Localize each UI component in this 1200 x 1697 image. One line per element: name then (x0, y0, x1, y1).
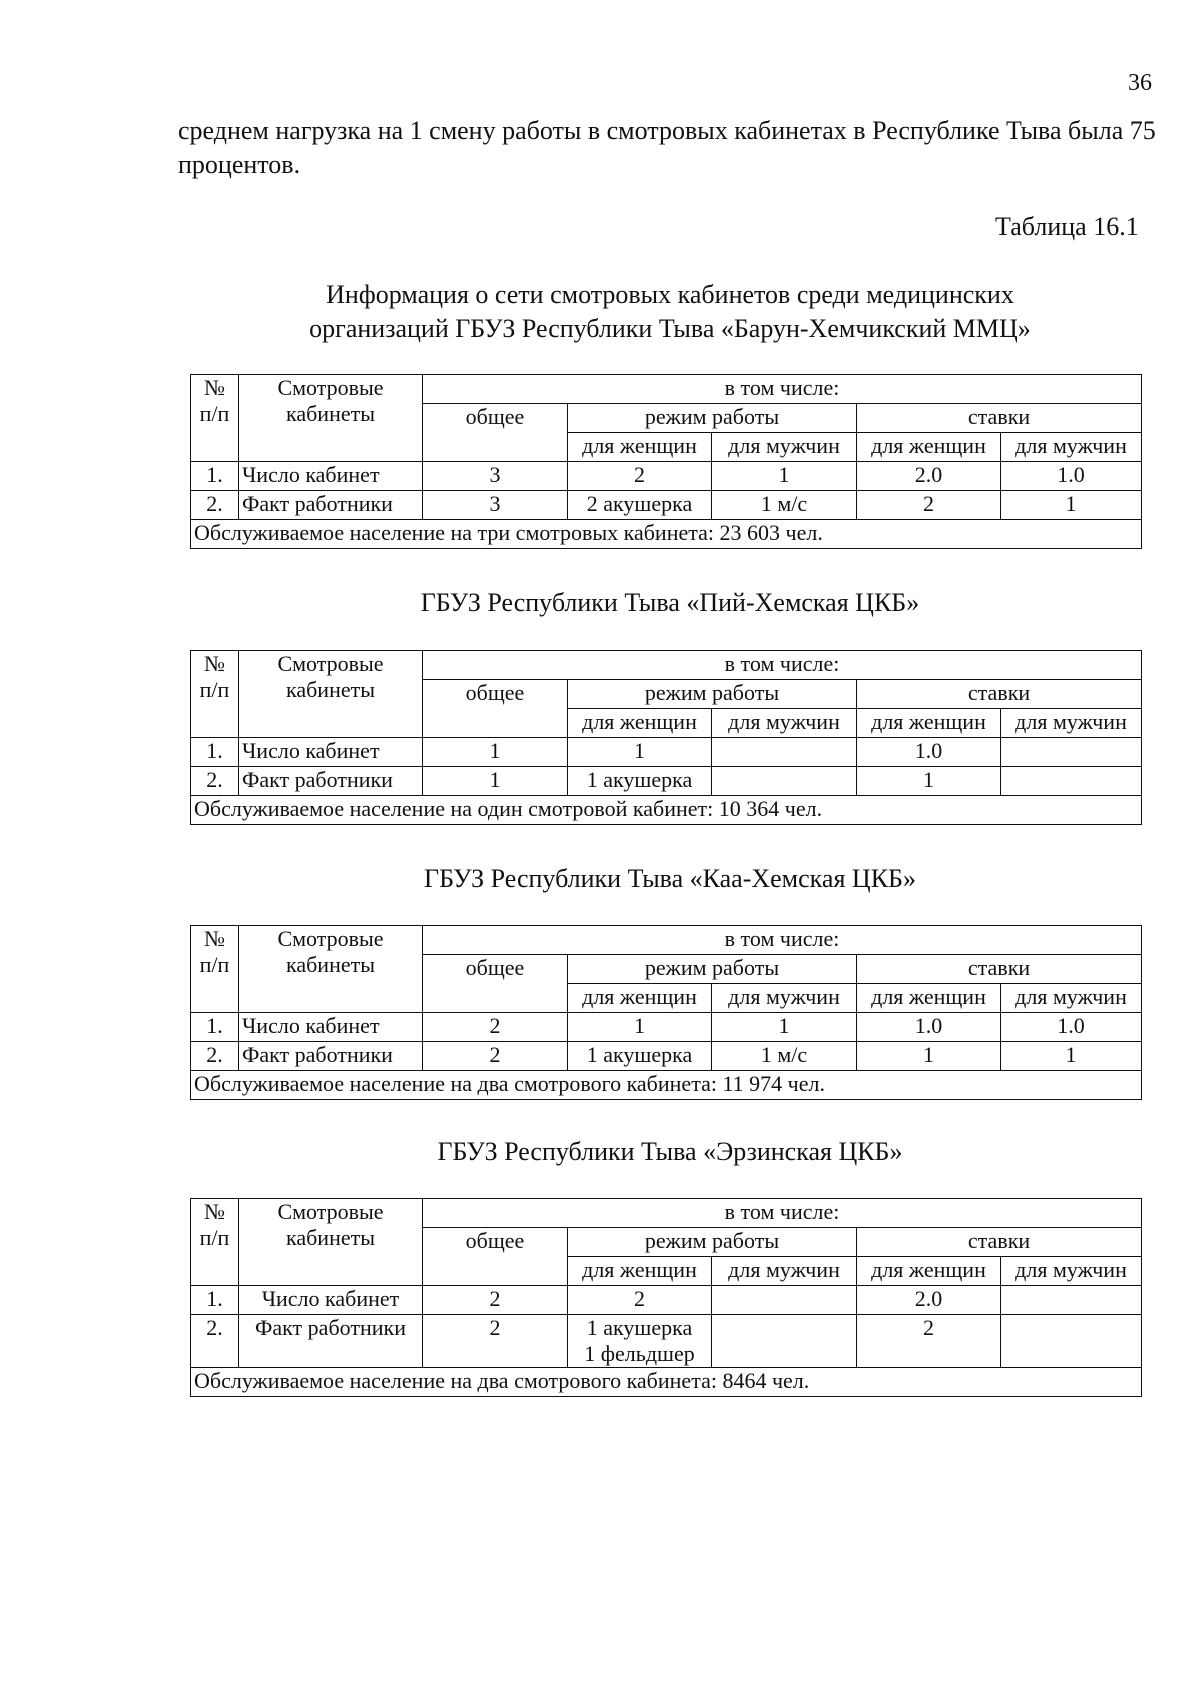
row-mode-men (712, 738, 857, 767)
row-name: Число кабинет (239, 1286, 423, 1315)
row-mode-men (712, 767, 857, 796)
row-rate-women: 2 (857, 1315, 1001, 1368)
row-rate-men: 1.0 (1001, 1013, 1142, 1042)
header-mode-men: для мужчин (712, 1257, 857, 1286)
header-rate-men: для мужчин (1001, 709, 1142, 738)
section-3-table (190, 925, 1142, 1100)
header-rates: ставки (857, 955, 1142, 984)
row-mode-men: 1 (712, 462, 857, 491)
header-including: в том числе: (423, 926, 1142, 955)
row-mode-women (568, 1315, 712, 1368)
table-row (191, 767, 1142, 796)
row-rate-women: 2.0 (857, 1286, 1001, 1315)
header-rate-women: для женщин (857, 709, 1001, 738)
row-rate-women: 1.0 (857, 738, 1001, 767)
header-mode-men: для мужчин (712, 433, 857, 462)
header-cabinets: Смотровые кабинеты (239, 926, 423, 1013)
header-rate-women: для женщин (857, 1257, 1001, 1286)
table-row (191, 1286, 1142, 1315)
table-footer: Обслуживаемое население на два смотрового кабинета: 11 974 чел. (191, 1071, 1142, 1100)
row-rate-men: 1.0 (1001, 462, 1142, 491)
intro-paragraph: среднем нагрузка на 1 смену работы в смотровых кабинетах в Республике Тыва была 75 процентов. (178, 116, 1156, 179)
section-4-heading: ГБУЗ Республики Тыва «Эрзинская ЦКБ» (437, 1137, 903, 1166)
header-total: общее (423, 404, 568, 462)
row-rate-women: 2 (857, 491, 1001, 520)
row-name: Факт работники (239, 1315, 423, 1368)
header-mode: режим работы (568, 955, 857, 984)
row-mode-women: 2 (568, 1286, 712, 1315)
table-row (191, 1042, 1142, 1071)
row-rate-men: 1 (1001, 1042, 1142, 1071)
table-label: Таблица 16.1 (995, 212, 1139, 241)
header-rates: ставки (857, 1228, 1142, 1257)
row-num: 1. (191, 738, 239, 767)
row-mode-women: 1 акушерка (568, 1042, 712, 1071)
row-num: 1. (191, 462, 239, 491)
header-cabinets: Смотровые кабинеты (239, 1199, 423, 1286)
table-footer: Обслуживаемое население на один смотровой кабинет: 10 364 чел. (191, 796, 1142, 825)
header-rates: ставки (857, 680, 1142, 709)
section-2-heading: ГБУЗ Республики Тыва «Пий-Хемская ЦКБ» (420, 588, 920, 617)
header-mode: режим работы (568, 404, 857, 433)
row-mode-men: 1 м/с (712, 1042, 857, 1071)
row-mode-women: 2 акушерка (568, 491, 712, 520)
row-rate-women: 1 (857, 767, 1001, 796)
row-rate-men (1001, 1315, 1142, 1368)
row-name: Факт работники (239, 1042, 423, 1071)
row-rate-women: 1 (857, 1042, 1001, 1071)
row-rate-men (1001, 1286, 1142, 1315)
section-1-heading (190, 278, 1150, 346)
header-num: № п/п (191, 926, 239, 1013)
row-name: Факт работники (239, 491, 423, 520)
row-mode-men: 1 (712, 1013, 857, 1042)
header-mode-men: для мужчин (712, 984, 857, 1013)
table-footer: Обслуживаемое население на два смотрового кабинета: 8464 чел. (191, 1368, 1142, 1397)
section-1-table (190, 374, 1142, 549)
row-total: 2 (423, 1286, 568, 1315)
section-3-heading: ГБУЗ Республики Тыва «Каа-Хемская ЦКБ» (424, 864, 916, 893)
row-total: 2 (423, 1315, 568, 1368)
header-total: общее (423, 955, 568, 1013)
row-num: 2. (191, 491, 239, 520)
header-num: № п/п (191, 375, 239, 462)
header-mode-women: для женщин (568, 433, 712, 462)
header-rate-women: для женщин (857, 984, 1001, 1013)
section-1-heading-line2: организаций ГБУЗ Республики Тыва «Барун-Хемчикский ММЦ» (309, 314, 1031, 343)
row-mode-women: 1 акушерка (568, 767, 712, 796)
header-including: в том числе: (423, 651, 1142, 680)
row-mode-women: 1 (568, 1013, 712, 1042)
table-row (191, 1013, 1142, 1042)
header-rate-women: для женщин (857, 433, 1001, 462)
header-including: в том числе: (423, 375, 1142, 404)
header-mode-men: для мужчин (712, 709, 857, 738)
mode-women-line1: 1 акушерка (586, 1315, 693, 1340)
row-rate-men (1001, 767, 1142, 796)
row-total: 2 (423, 1013, 568, 1042)
header-mode: режим работы (568, 1228, 857, 1257)
header-cabinets: Смотровые кабинеты (239, 375, 423, 462)
table-footer: Обслуживаемое население на три смотровых кабинета: 23 603 чел. (191, 520, 1142, 549)
row-num: 1. (191, 1286, 239, 1315)
row-name: Число кабинет (239, 738, 423, 767)
row-mode-men: 1 м/с (712, 491, 857, 520)
row-mode-men (712, 1315, 857, 1368)
row-rate-men (1001, 738, 1142, 767)
mode-women-line2: 1 фельдшер (584, 1341, 695, 1366)
row-num: 2. (191, 1315, 239, 1368)
row-total: 3 (423, 462, 568, 491)
header-cabinets: Смотровые кабинеты (239, 651, 423, 738)
header-num: № п/п (191, 1199, 239, 1286)
header-total: общее (423, 1228, 568, 1286)
row-name: Факт работники (239, 767, 423, 796)
row-num: 2. (191, 767, 239, 796)
header-total: общее (423, 680, 568, 738)
table-row (191, 491, 1142, 520)
header-rates: ставки (857, 404, 1142, 433)
header-mode: режим работы (568, 680, 857, 709)
row-name: Число кабинет (239, 462, 423, 491)
header-num: № п/п (191, 651, 239, 738)
section-1-heading-line1: Информация о сети смотровых кабинетов среди медицинских (326, 280, 1014, 309)
page-number: 36 (1128, 70, 1152, 96)
row-name: Число кабинет (239, 1013, 423, 1042)
row-num: 2. (191, 1042, 239, 1071)
row-total: 1 (423, 738, 568, 767)
row-rate-men: 1 (1001, 491, 1142, 520)
row-mode-women: 1 (568, 738, 712, 767)
row-mode-men (712, 1286, 857, 1315)
header-including: в том числе: (423, 1199, 1142, 1228)
header-mode-women: для женщин (568, 1257, 712, 1286)
table-row (191, 1315, 1142, 1368)
section-2-table (190, 650, 1142, 825)
row-total: 3 (423, 491, 568, 520)
header-rate-men: для мужчин (1001, 984, 1142, 1013)
row-rate-women: 1.0 (857, 1013, 1001, 1042)
row-total: 2 (423, 1042, 568, 1071)
table-row (191, 462, 1142, 491)
header-rate-men: для мужчин (1001, 433, 1142, 462)
row-num: 1. (191, 1013, 239, 1042)
header-mode-women: для женщин (568, 709, 712, 738)
row-mode-women: 2 (568, 462, 712, 491)
header-mode-women: для женщин (568, 984, 712, 1013)
row-total: 1 (423, 767, 568, 796)
row-rate-women: 2.0 (857, 462, 1001, 491)
section-4-table (190, 1198, 1142, 1397)
table-row (191, 738, 1142, 767)
header-rate-men: для мужчин (1001, 1257, 1142, 1286)
